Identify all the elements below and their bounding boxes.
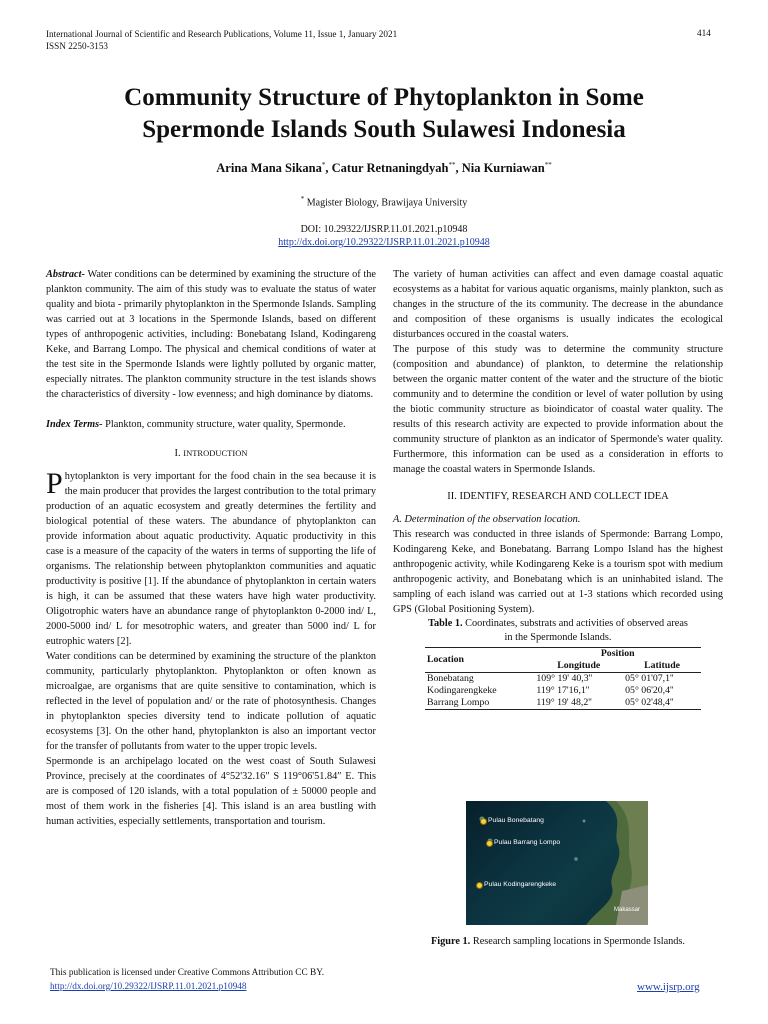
page-number: 414 xyxy=(697,28,711,38)
author-separator: , xyxy=(455,161,462,176)
figure-caption-text: Research sampling locations in Spermonde Islands. xyxy=(470,936,686,947)
right-paragraph-2: The purpose of this study was to determine the community structure (composition and abundance) of plankton, to determine the relationship between the organic matter content of the water and the structure of the biotic community and to determine the condition or level of water pollution by using the biotic community structure as bioindicator of coastal water quality. The results of this research activity are expected to provide information about the community structure of plankton as an indicator of Spermonde's water quality. Furthermore, this information can be used as a consideration in efforts to manage the coastal waters in Spermonde Islands. xyxy=(393,344,723,475)
intro-paragraph-1-text: hytoplankton is very important for the food chain in the sea because it is the main producer that provides the largest contribution to the total primary production of an aquatic ecosystem and greatly determines the fertility and biological potential of these waters. The abundance of phytoplankton can provide information about aquatic productivity. Aquatic productivity in this case is a measure of the capacity of the waters in terms of supporting the life of organisms. The relationship between phytoplankton communities and aquatic productivity is positive [1]. If the abundance of phytoplankton in certain waters is high, it can be assumed that these waters have high water productivity. Oligotrophic waters have an abundance range of phytoplankton 0-2000 ind/ L, 2000-5000 ind/ L for mesotrophic waters, and greater than 5000 ind/ L for eutrophic waters [2]. xyxy=(46,471,376,647)
section-title: INTRODUCTION xyxy=(183,448,248,458)
right-column xyxy=(393,267,723,710)
table-caption xyxy=(393,617,723,645)
author-2-mark: ** xyxy=(448,161,456,169)
table-row xyxy=(425,697,701,710)
author-1: Arina Mana Sikana xyxy=(216,161,322,176)
doi-block xyxy=(40,223,728,249)
drop-cap: P xyxy=(46,467,63,500)
footer-doi-link[interactable]: http://dx.doi.org/10.29322/IJSRP.11.01.2021.p10948 xyxy=(50,982,247,992)
map-label-bonebatang: Pulau Bonebatang xyxy=(488,817,544,824)
subsection-heading-a: A. Determination of the observation location. xyxy=(393,514,581,525)
right-paragraph-1: The variety of human activities can affect and even damage coastal aquatic ecosystems as a habitat for various aquatic organisms, mainly plankton, such as changes in the structure of the its community. The decrease in the abundance and composition of these organisms is usually indicates the ecological disturbances occured in the coastal waters. xyxy=(393,269,723,340)
table-caption-text-1: Coordinates, substrats and activities of observed areas xyxy=(462,618,688,629)
cell-longitude: 119° 19' 48,2'' xyxy=(534,697,623,710)
column-header-latitude: Latitude xyxy=(623,660,701,673)
intro-paragraph-3: Spermonde is an archipelago located on the west coast of South Sulawesi Province, precisely at the coordinates of 4°52'32.16″ S 119°06'51.84″ E. This are is composed of 120 islands, with a total population of ± 50000 people and most of them work in the fisheries [4]. This island is an area bustling with human activities, especially settlements, transportation and tourism. xyxy=(46,756,376,827)
author-3: Nia Kurniawan xyxy=(461,161,545,176)
right-paragraph-3: This research was conducted in three islands of Spermonde: Barrang Lompo, Kodingareng Keke, and Bonebatang. Barrang Lompo Island has the highest anthropogenic activity, while Kodingareng Keke is a tourism spot with medium anthropogenic activity, and Bonebatang which is an uninhabited island. The sampling of each island was carried out at 1-3 stations which recorded using GPS (Global Positioning System). xyxy=(393,529,723,615)
cell-latitude: 05° 06'20,4'' xyxy=(625,685,674,696)
cell-longitude: 119° 17'16,1'' xyxy=(536,685,590,696)
index-terms-label: Index Terms- xyxy=(46,419,103,430)
column-header-longitude: Longitude xyxy=(534,660,623,673)
author-3-mark: ** xyxy=(544,161,552,169)
map-pin-bonebatang xyxy=(480,818,487,825)
page-footer xyxy=(50,966,324,994)
cell-location: Kodingarengkeke xyxy=(427,685,497,696)
table-row xyxy=(425,673,701,686)
table-label: Table 1. xyxy=(428,618,463,629)
satellite-map-image xyxy=(466,801,648,925)
affiliation-text: Magister Biology, Brawijaya University xyxy=(304,197,468,209)
cell-location: Bonebatang xyxy=(427,673,474,684)
doi-text: DOI: 10.29322/IJSRP.11.01.2021.p10948 xyxy=(300,224,468,235)
intro-paragraph-2: Water conditions can be determined by examining the structure of the plankton community, particularly phytoplankton. Phytoplankton or often known as microalgae, are organisms that are quite sensitive to contamination, which is reflected in the level of population and/ or the rate of photosynthesis. Changes in phytoplankton species diversity tend to indicate pollution of aquatic ecosystems [3]. On the other hand, phytoplankton is also an important vector for the transfer of pollutants from water to the upper tropic levels. xyxy=(46,651,376,752)
abstract-label: Abstract- xyxy=(46,269,85,280)
section-number: I. xyxy=(174,448,184,459)
column-header-location: Location xyxy=(425,648,534,673)
map-pin-barrang-lompo xyxy=(486,840,493,847)
journal-website-link[interactable]: www.ijsrp.org xyxy=(637,981,700,993)
location-table xyxy=(425,647,701,710)
section-heading-2: II. IDENTIFY, RESEARCH AND COLLECT IDEA xyxy=(447,491,669,502)
doi-link[interactable]: http://dx.doi.org/10.29322/IJSRP.11.01.2021.p10948 xyxy=(278,237,490,248)
title-line-1: Community Structure of Phytoplankton in Some xyxy=(124,84,644,111)
map-pin-kodingareng xyxy=(476,882,483,889)
table-row xyxy=(425,685,701,697)
running-header xyxy=(46,28,397,52)
cell-latitude: 05° 02'48,4'' xyxy=(623,697,701,710)
journal-citation: International Journal of Scientific and Research Publications, Volume 11, Issue 1, January 2021 xyxy=(46,29,398,39)
issn: ISSN 2250-3153 xyxy=(46,41,109,51)
map-label-kodingareng: Pulau Kodingarengkeke xyxy=(484,881,557,888)
affiliation xyxy=(40,195,728,208)
cell-latitude: 05° 01'07,1'' xyxy=(625,673,674,684)
author-separator: , xyxy=(325,161,332,176)
index-terms-text: Plankton, community structure, water quality, Spermonde. xyxy=(102,419,346,430)
map-label-makassar: Makassar xyxy=(614,907,641,913)
author-1-mark: * xyxy=(321,161,326,169)
map-label-barrang-lompo: Pulau Barrang Lompo xyxy=(494,839,561,846)
author-list xyxy=(40,161,728,176)
left-column xyxy=(46,267,376,829)
paper-title xyxy=(40,82,728,146)
column-header-position: Position xyxy=(534,648,701,661)
section-heading-introduction xyxy=(46,446,376,461)
title-line-2: Spermonde Islands South Sulawesi Indonesia xyxy=(142,116,626,143)
intro-paragraph-1 xyxy=(46,469,376,649)
cell-longitude: 109° 19' 40,3'' xyxy=(536,673,593,684)
abstract xyxy=(46,267,376,402)
cell-location: Barrang Lompo xyxy=(425,697,534,710)
figure-label: Figure 1. xyxy=(430,936,471,947)
index-terms xyxy=(46,417,376,432)
license-note: This publication is licensed under Creative Commons Attribution CC BY. xyxy=(50,968,325,978)
figure-caption xyxy=(393,936,723,947)
author-2: Catur Retnaningdyah xyxy=(331,161,449,176)
table-caption-text-2: in the Spermonde Islands. xyxy=(504,632,612,643)
abstract-text: Water conditions can be determined by examining the structure of the plankton community. The aim of this study was to evaluate the status of water quality and biota - primarily phytoplankton in the Spermonde Islands. Sampling was carried out at 3 locations in the Spermonde Islands, based on different types of anthropogenic activities, including: Bonebatang Island, Kodingareng Keke, and Barrang Lompo. The physical and chemical conditions of water at the test site in the Spermonde Islands were lightly polluted by organic matter, especially nitrates. The plankton community structure in the test islands shows the characteristics of diversity - low evenness; and high dominance by diatoms. xyxy=(46,269,376,400)
affiliation-mark: * xyxy=(300,195,305,203)
